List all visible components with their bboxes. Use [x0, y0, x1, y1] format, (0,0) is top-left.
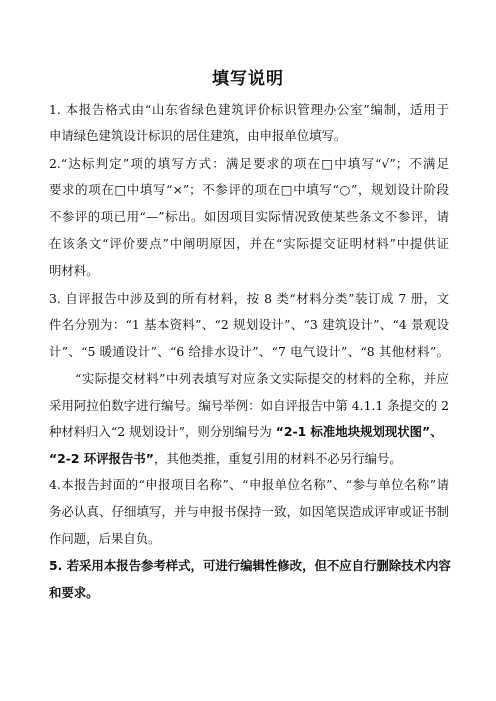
item3-para2-line4-bold: “2-2 环评报告书” — [49, 451, 154, 466]
item4-line3: 作问题，后果自负。 — [49, 531, 161, 546]
item1-line1: 1. 本报告格式由“山东省绿色建筑评价标识管理办公室”编制，适用于 — [49, 102, 449, 117]
item3-line1: 3. 自评报告中涉及到的所有材料，按 8 类“材料分类”装订成 7 册，文 — [49, 291, 449, 306]
item2-line4: 在该条文“评价要点”中阐明原因，并在“实际提交证明材料”中提供证 — [49, 236, 449, 251]
item5-line2: 和要求。 — [49, 585, 99, 600]
item2-line5: 明材料。 — [49, 263, 99, 278]
item2-line2: 要求的项在□中填写“×”；不参评的项在□中填写“○”，规划设计阶段 — [49, 182, 449, 197]
item1-line2: 申请绿色建筑设计标识的居住建筑，由申报单位填写。 — [49, 128, 347, 143]
item4-line2: 务必认真、仔细填写，并与申报书保持一致，如因笔误造成评审或证书制 — [49, 504, 449, 519]
item3-line2: 件名分别为：“1 基本资料”、“2 规划设计”、“3 建筑设计”、“4 景观设 — [49, 317, 449, 332]
item3-para2-line4-text: ，其他类推，重复引用的材料不必另行编号。 — [153, 451, 402, 466]
item2-line1: 2.“达标判定”项的填写方式：满足要求的项在□中填写“√”；不满足 — [49, 156, 449, 171]
item5-line1: 5. 若采用本报告参考样式，可进行编辑性修改，但不应自行删除技术内容 — [49, 558, 451, 573]
item3-line3: 计”、“5 暖通设计”、“6 给排水设计”、“7 电气设计”、“8 其他材料”。 — [49, 344, 449, 359]
page-title: 填写说明 — [212, 69, 284, 89]
item3-para2-line3-bold: “2-1 标准地块规划现状图”、 — [275, 424, 443, 439]
item4-line1: 4.本报告封面的“申报项目名称”、“申报单位名称”、“参与单位名称”请 — [49, 477, 449, 492]
item3-para2-line2: 采用阿拉伯数字进行编号。编号举例：如自评报告中第 4.1.1 条提交的 2 — [49, 398, 449, 413]
item3-para2-line3-text: 种材料归入“2 规划设计”，则分别编号为 — [49, 424, 276, 439]
item3-para2-line4 — [49, 451, 449, 467]
item2-line3: 不参评的项已用“—”标出。如因项目实际情况致使某些条文不参评，请 — [49, 209, 449, 224]
item3-para2-line1: “实际提交材料”中列表填写对应条文实际提交的材料的全称，并应 — [75, 371, 449, 386]
item3-para2-line3 — [49, 424, 449, 440]
